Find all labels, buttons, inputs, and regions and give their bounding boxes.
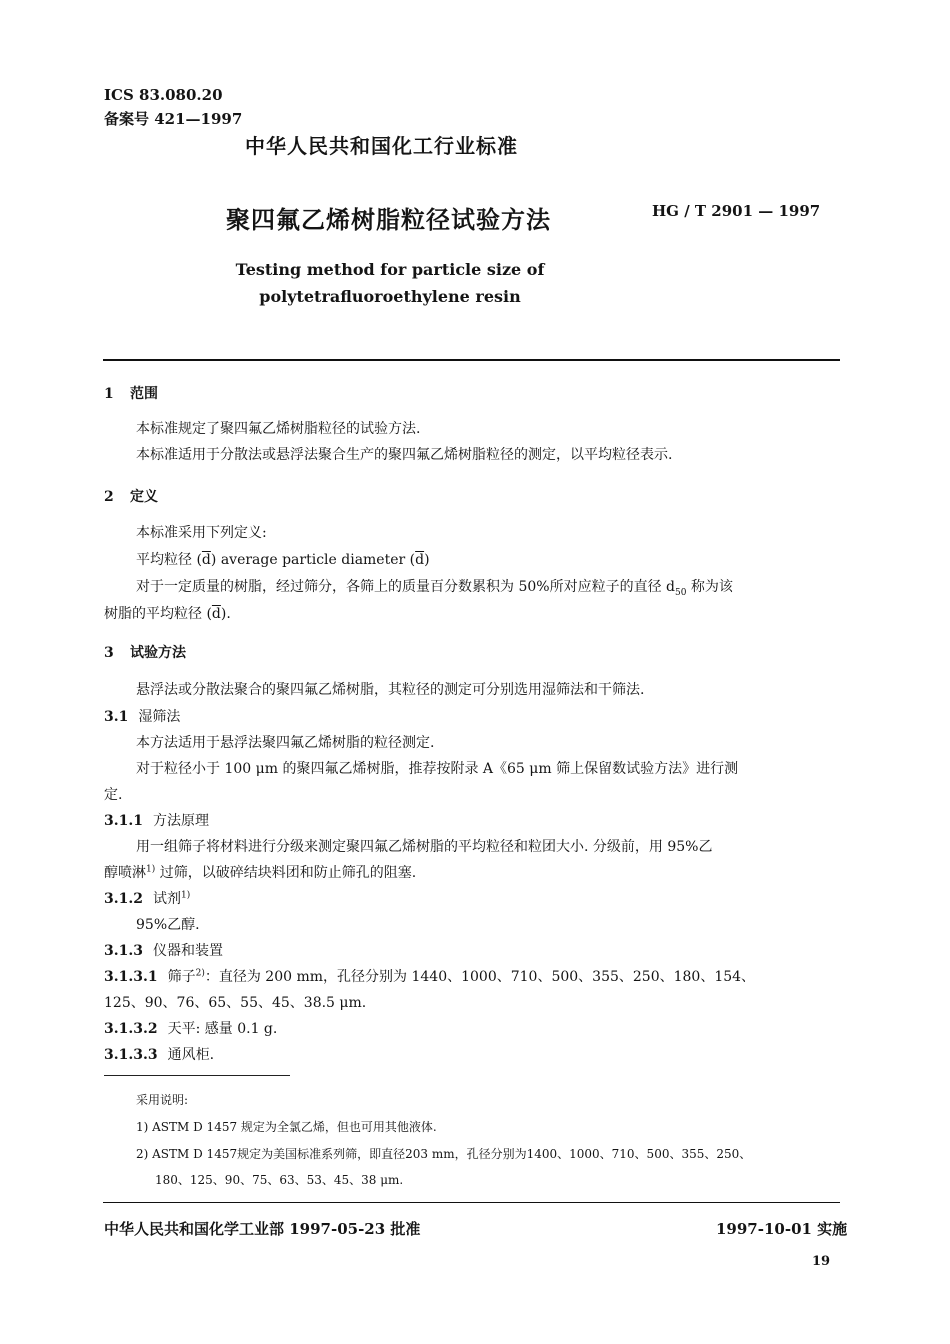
term-symbol: $\overline{d}$ xyxy=(201,552,211,568)
section-title: 方法原理 xyxy=(152,813,209,829)
footnote-ref: 2) xyxy=(195,968,205,979)
definition-text: 称为该 xyxy=(686,579,733,595)
item-title: 筛子 xyxy=(167,969,196,985)
section-number: 3 xyxy=(104,645,114,661)
footnote-1: 1) ASTM D 1457 规定为全氯乙烯，但也可用其他液体. xyxy=(136,1120,437,1134)
item-text: ：直径为 200 mm，孔径分别为 1440、1000、710、500、355、250、180、154、 xyxy=(204,969,756,985)
section-title: 定义 xyxy=(130,489,158,505)
principle-text: 过筛，以破碎结块料团和防止筛孔的阻塞. xyxy=(155,865,417,881)
section-number: 2 xyxy=(104,489,114,505)
footnote-heading: 采用说明: xyxy=(136,1093,189,1107)
section-number: 3.1.3.1 xyxy=(104,969,158,985)
principle-text: 醇喷淋 xyxy=(104,865,146,881)
definition-text: 对于一定质量的树脂，经过筛分，各筛上的质量百分数累积为 50%所对应粒子的直径 d xyxy=(136,579,675,595)
section-3-1-3-heading xyxy=(104,940,223,960)
standard-code: HG / T 2901 — 1997 xyxy=(652,202,821,220)
section-3-1-3-2 xyxy=(104,1018,277,1038)
term-symbol: $\overline{d}$ xyxy=(211,606,221,622)
footnote-ref: 1) xyxy=(146,864,156,875)
section-number: 3.1.3 xyxy=(104,943,143,959)
filing-number: 备案号 421—1997 xyxy=(104,110,243,128)
approval-statement: 中华人民共和国化学工业部 1997-05-23 批准 xyxy=(104,1220,421,1238)
section-3-1-2-heading xyxy=(104,888,190,908)
section-number: 3.1.2 xyxy=(104,891,143,907)
section-3-paragraph-1: 悬浮法或分散法聚合的聚四氟乙烯树脂，其粒径的测定可分别选用湿筛法和干筛法. xyxy=(136,682,645,698)
section-number: 3.1.1 xyxy=(104,813,143,829)
section-number: 1 xyxy=(104,386,114,402)
footnote-2-cont: 180、125、90、75、63、53、45、38 μm. xyxy=(155,1173,404,1187)
section-3-1-1-heading xyxy=(104,810,209,830)
implementation-date: 1997-10-01 实施 xyxy=(716,1220,848,1238)
page-number: 19 xyxy=(812,1254,831,1269)
document-title-english-line2: polytetrafluoroethylene resin xyxy=(259,287,521,306)
term-english: average particle diameter xyxy=(220,552,406,568)
footnote-divider xyxy=(104,1075,290,1076)
item-text: 通风柜. xyxy=(167,1047,215,1063)
section-3-1-paragraph-2-cont: 定. xyxy=(104,787,123,803)
item-text: 天平: 感量 0.1 g. xyxy=(167,1021,278,1037)
section-title: 试剂 xyxy=(152,891,181,907)
section-1-heading xyxy=(104,383,158,403)
subscript: 50 xyxy=(674,587,687,598)
standard-organization: 中华人民共和国化工行业标准 xyxy=(245,134,518,158)
section-1-paragraph-1: 本标准规定了聚四氟乙烯树脂粒径的试验方法. xyxy=(136,421,421,437)
term-chinese: 平均粒径 xyxy=(136,552,192,568)
section-title: 范围 xyxy=(130,386,158,402)
section-3-1-paragraph-1: 本方法适用于悬浮法聚四氟乙烯树脂的粒径测定. xyxy=(136,735,435,751)
section-number: 3.1 xyxy=(104,709,129,725)
section-3-1-paragraph-2: 对于粒径小于 100 μm 的聚四氟乙烯树脂，推荐按附录 A《65 μm 筛上保留数试验方法》进行测 xyxy=(136,761,739,777)
section-1-paragraph-2: 本标准适用于分散法或悬浮法聚合生产的聚四氟乙烯树脂粒径的测定，以平均粒径表示. xyxy=(136,447,673,463)
section-3-1-2-paragraph: 95%乙醇. xyxy=(136,917,200,933)
section-3-heading xyxy=(104,642,186,662)
section-2-definition: 平均粒径 $(\overline{d})$ average particle diameter $(\overline{d})$ xyxy=(136,552,430,568)
document-title-english-line1: Testing method for particle size of xyxy=(235,260,545,279)
bottom-divider xyxy=(103,1202,840,1203)
section-3-1-3-1-cont: 125、90、76、65、55、45、38.5 μm. xyxy=(104,995,367,1011)
section-2-heading xyxy=(104,486,158,506)
section-title: 湿筛法 xyxy=(138,709,181,725)
section-3-1-heading xyxy=(104,706,180,726)
top-divider xyxy=(103,359,840,361)
section-number: 3.1.3.3 xyxy=(104,1047,158,1063)
section-3-1-1-paragraph: 用一组筛子将材料进行分级来测定聚四氟乙烯树脂的平均粒径和粒团大小. 分级前，用 95%乙 xyxy=(136,839,713,855)
document-title-chinese: 聚四氟乙烯树脂粒径试验方法 xyxy=(226,205,551,234)
section-2-paragraph-3 xyxy=(136,576,733,598)
section-title: 试验方法 xyxy=(130,645,186,661)
term-symbol: $\overline{d}$ xyxy=(415,552,425,568)
section-3-1-3-3 xyxy=(104,1044,214,1064)
footnote-ref: 1) xyxy=(180,890,191,901)
section-number: 3.1.3.2 xyxy=(104,1021,158,1037)
section-2-paragraph-3-cont: 树脂的平均粒径 $(\overline{d})$. xyxy=(104,606,231,622)
definition-text: 树脂的平均粒径 xyxy=(104,606,202,622)
section-2-paragraph-1: 本标准采用下列定义: xyxy=(136,525,267,541)
section-3-1-1-paragraph-cont xyxy=(104,862,416,882)
ics-code: ICS 83.080.20 xyxy=(104,86,223,104)
section-title: 仪器和装置 xyxy=(152,943,223,959)
section-3-1-3-1 xyxy=(104,966,755,986)
footnote-2: 2) ASTM D 1457规定为美国标准系列筛，即直径203 mm，孔径分别为1400、1000、710、500、355、250、 xyxy=(136,1147,752,1161)
